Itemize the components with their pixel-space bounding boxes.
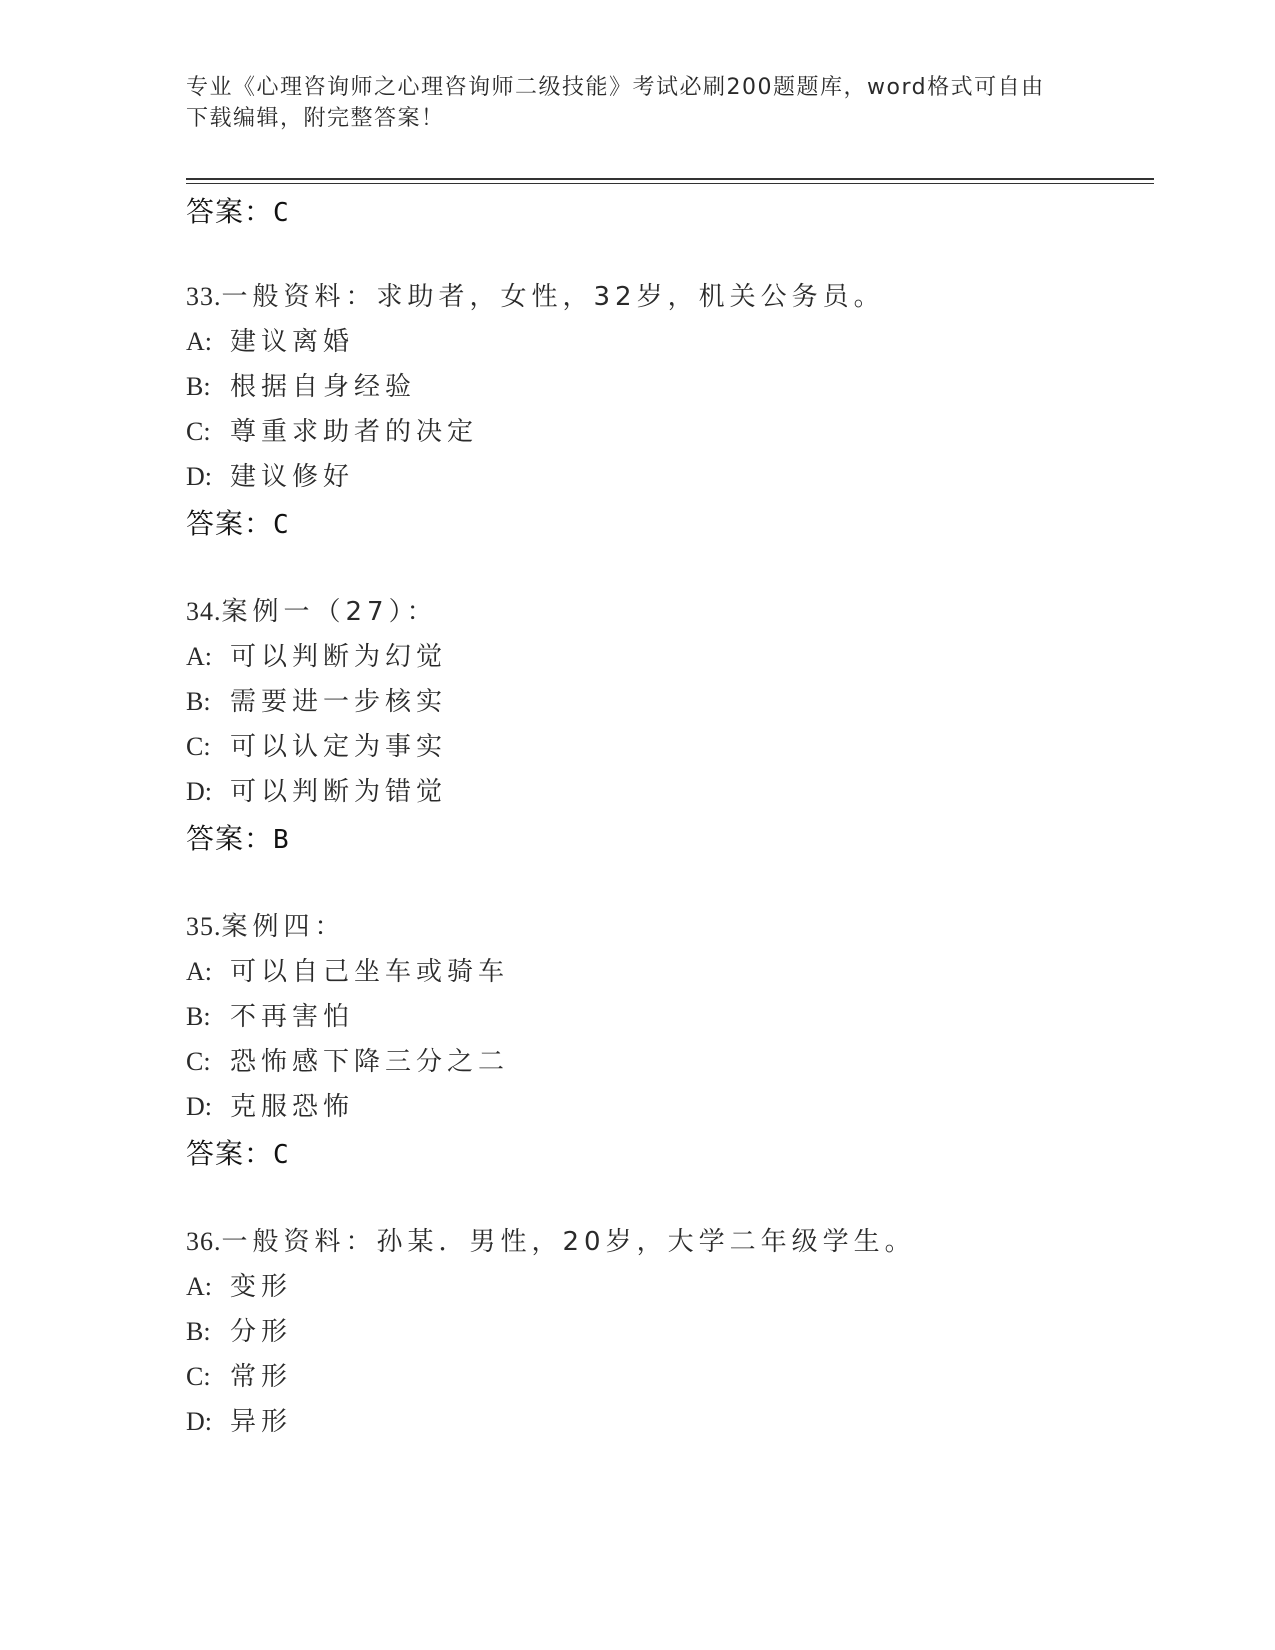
option-letter: C: — [186, 732, 211, 761]
option-text: 可以自己坐车或骑车 — [230, 957, 510, 987]
question-stem — [186, 1221, 916, 1258]
option-letter: B: — [186, 1002, 211, 1031]
answer-line — [186, 1132, 290, 1172]
header-divider-thin — [186, 183, 1154, 184]
option-b — [186, 681, 447, 718]
option-letter: A: — [186, 1272, 212, 1301]
option-text: 常形 — [230, 1362, 293, 1392]
option-text: 分形 — [230, 1317, 293, 1347]
option-letter: D: — [186, 462, 212, 491]
question-text: 一般资料：孙某．男性，20岁，大学二年级学生。 — [221, 1227, 916, 1257]
option-text: 克服恐怖 — [230, 1092, 355, 1122]
option-text: 可以判断为错觉 — [230, 777, 448, 807]
option-text: 异形 — [230, 1407, 293, 1437]
option-text: 不再害怕 — [230, 1002, 355, 1032]
option-d — [186, 771, 447, 808]
option-c — [186, 1041, 509, 1078]
option-text: 需要进一步核实 — [230, 687, 448, 717]
option-letter: D: — [186, 777, 212, 806]
option-letter: D: — [186, 1092, 212, 1121]
option-text: 尊重求助者的决定 — [230, 417, 479, 447]
option-a — [186, 1266, 292, 1303]
option-text: 可以认定为事实 — [230, 732, 448, 762]
answer-value: C — [273, 1140, 290, 1170]
option-b — [186, 996, 354, 1033]
question-text: 一般资料：求助者，女性，32岁，机关公务员。 — [221, 282, 885, 312]
option-text: 恐怖感下降三分之二 — [230, 1047, 510, 1077]
question-text: 案例四： — [221, 912, 346, 942]
question-number: 36. — [186, 1227, 222, 1256]
question-stem — [186, 591, 438, 628]
option-a — [186, 636, 447, 673]
option-d — [186, 1401, 292, 1438]
answer-value: C — [273, 198, 290, 228]
option-c — [186, 1356, 292, 1393]
answer-label: 答案： — [186, 822, 274, 855]
option-letter: C: — [186, 417, 211, 446]
option-letter: A: — [186, 957, 212, 986]
option-letter: B: — [186, 1317, 211, 1346]
answer-label: 答案： — [186, 1137, 274, 1170]
option-text: 建议修好 — [230, 462, 355, 492]
question-number: 33. — [186, 282, 222, 311]
answer-label: 答案： — [186, 507, 274, 540]
option-b — [186, 366, 416, 403]
answer-label: 答案： — [186, 195, 274, 228]
option-letter: C: — [186, 1047, 211, 1076]
option-letter: B: — [186, 372, 211, 401]
option-c — [186, 726, 447, 763]
option-letter: A: — [186, 642, 212, 671]
question-stem — [186, 906, 346, 943]
option-d — [186, 456, 354, 493]
option-text: 变形 — [230, 1272, 293, 1302]
option-text: 建议离婚 — [230, 327, 355, 357]
option-a — [186, 951, 509, 988]
answer-line — [186, 190, 290, 230]
option-text: 可以判断为幻觉 — [230, 642, 448, 672]
answer-value: C — [273, 510, 290, 540]
answer-line — [186, 817, 290, 857]
option-b — [186, 1311, 292, 1348]
option-letter: C: — [186, 1362, 211, 1391]
option-d — [186, 1086, 354, 1123]
question-stem — [186, 276, 885, 313]
option-c — [186, 411, 478, 448]
question-text: 案例一（27）： — [221, 597, 438, 627]
header-text: 专业《心理咨询师之心理咨询师二级技能》考试必刷200题题库，word格式可自由下载编辑，附完整答案！ — [186, 75, 1045, 131]
header-divider-thick — [186, 178, 1154, 180]
answer-value: B — [273, 825, 290, 855]
option-a — [186, 321, 354, 358]
option-letter: D: — [186, 1407, 212, 1436]
option-text: 根据自身经验 — [230, 372, 417, 402]
document-header — [186, 72, 1066, 134]
question-number: 34. — [186, 597, 222, 626]
option-letter: B: — [186, 687, 211, 716]
option-letter: A: — [186, 327, 212, 356]
answer-line — [186, 502, 290, 542]
question-number: 35. — [186, 912, 222, 941]
